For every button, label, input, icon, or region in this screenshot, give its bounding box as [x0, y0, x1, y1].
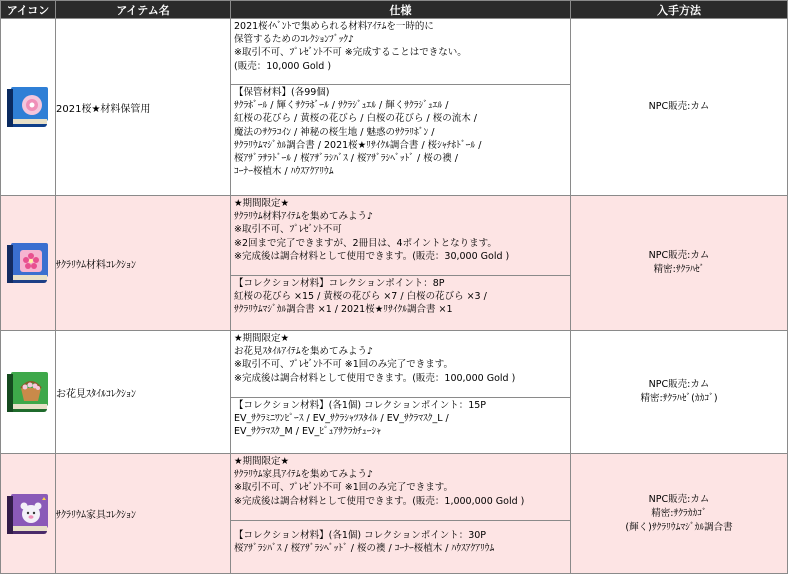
method-line: NPC販売:カム: [648, 250, 710, 261]
purple-book-bear-icon: [4, 490, 52, 538]
method-line: 精密:ｻｸﾗﾊｾﾞ(ｶｶｺﾞ): [640, 393, 718, 404]
spec-line: EV_ｻｸﾗﾐﾆﾜﾝﾋﾟｰｽ / EV_ｻｸﾗｼｬﾂｽﾀｲﾙ / EV_ｻｸﾗﾏｽｸ_L /: [234, 413, 449, 425]
spec-line: ｻｸﾗﾘｳﾑ材料ｱｲﾃﾑを集めてみよう♪: [234, 211, 374, 223]
item-name: ｻｸﾗﾘｳﾑ家具ｺﾚｸｼｮﾝ: [56, 454, 231, 574]
spec-line: ※完成後は調合材料として使用できます。(販売：100,000 Gold ): [234, 372, 516, 384]
spec-line: ｻｸﾗﾎﾞｰﾙ / 輝くｻｸﾗﾎﾞｰﾙ / ｻｸﾗｼﾞｭｴﾙ / 輝くｻｸﾗｼﾞｭｴﾙ /: [234, 100, 449, 112]
spec-line: ｻｸﾗﾘｳﾑﾏｼﾞｶﾙ調合書 / 2021桜★ﾘｻｲｸﾙ調合書 / 桜ｼｬﾁﾎﾄﾞｰﾙ /: [234, 139, 482, 151]
acquisition-method: [571, 331, 788, 454]
table-row: [1, 19, 788, 196]
spec-line: ｺｰﾅｰ桜植木 / ﾊｳｽｱｸｱﾘｳﾑ: [234, 166, 334, 178]
table-row: [1, 331, 788, 454]
spec-description: [231, 196, 570, 275]
spec-line: ※完成後は調合材料として使用できます。(販売：30,000 Gold ): [234, 250, 510, 262]
spec-materials: [231, 397, 570, 440]
spec-line: ★期間限定★: [234, 198, 290, 209]
spec-line: 桜ｱｻﾞﾗｻﾗﾄﾞｰﾙ / 桜ｱｻﾞﾗｼﾊﾞｽ / 桜ｱｻﾞﾗｼﾍﾞｯﾄﾞ / 桜の襖 /: [234, 153, 458, 165]
spec-line: (販売：10,000 Gold ): [234, 60, 332, 72]
spec-line: ※完成後は調合材料として使用できます。(販売：1,000,000 Gold ): [234, 495, 525, 507]
spec-line: ｻｸﾗﾘｳﾑﾏｼﾞｶﾙ調合書 ×1 / 2021桜★ﾘｻｲｸﾙ調合書 ×1: [234, 304, 453, 316]
spec-description: [231, 331, 570, 397]
method-line: (輝く)ｻｸﾗﾘｳﾑﾏｼﾞｶﾙ調合書: [625, 521, 733, 533]
spec-line: お花見ｽﾀｲﾙｱｲﾃﾑを集めてみよう♪: [234, 346, 374, 358]
table-row: [1, 196, 788, 331]
header-row: [1, 1, 788, 19]
method-line: NPC販売:カム: [648, 379, 710, 390]
header-name: アイテム名: [56, 1, 231, 19]
spec-line: ※2回まで完了できますが、2冊目は、4ポイントとなります。: [234, 237, 497, 249]
spec-line: ★期間限定★: [234, 456, 290, 467]
acquisition-method: [571, 196, 788, 331]
spec-materials: [231, 520, 570, 556]
item-name: 2021桜★材料保管用: [56, 19, 231, 196]
spec-materials: [231, 84, 570, 179]
spec-line: ※取引不可、ﾌﾟﾚｾﾞﾝﾄ不可: [234, 224, 342, 236]
spec-line: ※取引不可、ﾌﾟﾚｾﾞﾝﾄ不可 ※1回のみ完了できます。: [234, 482, 453, 494]
blue-book-pink-sakura-icon: [4, 239, 52, 287]
spec-line: 2021桜ｲﾍﾞﾝﾄで集められる材料ｱｲﾃﾑを一時的に: [234, 21, 434, 32]
spec-line: 保管するためのｺﾚｸｼｮﾝﾌﾞｯｸ♪: [234, 34, 355, 46]
spec-line: ※取引不可、ﾌﾟﾚｾﾞﾝﾄ不可 ※1回のみ完了できます。: [234, 359, 453, 371]
spec-line: 桜ｱｻﾞﾗｼﾊﾞｽ / 桜ｱｻﾞﾗｼﾍﾞｯﾄﾞ / 桜の襖 / ｺｰﾅｰ桜植木 / ﾊｳｽｱｸｱﾘｳﾑ: [234, 543, 495, 555]
spec-line: 魔法のｻｸﾗｺｲﾝ / 神秘の桜生地 / 魅惑のｻｸﾗﾘﾎﾞﾝ /: [234, 126, 435, 138]
spec-line: 紅桜の花びら / 黄桜の花びら / 白桜の花びら / 桜の流木 /: [234, 113, 477, 125]
spec-line: 【コレクション材料】(各1個) コレクションポイント：30P: [234, 530, 487, 541]
spec-line: 【保管材料】(各99個): [234, 87, 330, 98]
method-line: NPC販売:カム: [648, 493, 710, 505]
method-line: 精密:ｻｸﾗﾊｾﾞ: [653, 264, 705, 275]
blue-book-pink-flower-icon: [4, 83, 52, 131]
header-icon: アイコン: [1, 1, 56, 19]
spec-line: EV_ｻｸﾗﾏｽｸ_M / EV_ﾋﾟｭｱｻｸﾗｶﾁｭｰｼｬ: [234, 426, 381, 438]
green-book-flower-basket-icon: [4, 368, 52, 416]
item-name: ｻｸﾗﾘｳﾑ材料ｺﾚｸｼｮﾝ: [56, 196, 231, 331]
spec-description: [231, 454, 570, 520]
acquisition-method: [571, 454, 788, 574]
spec-line: ★期間限定★: [234, 333, 290, 344]
spec-line: 【コレクション材料】(各1個) コレクションポイント：15P: [234, 400, 487, 411]
spec-line: ※取引不可、ﾌﾟﾚｾﾞﾝﾄ不可 ※完成することはできない。: [234, 47, 467, 59]
table-row: [1, 454, 788, 574]
header-method: 入手方法: [571, 1, 788, 19]
spec-line: ｻｸﾗﾘｳﾑ家具ｱｲﾃﾑを集めてみよう♪: [234, 469, 374, 481]
spec-description: [231, 19, 570, 84]
method-line: 精密:ｻｸﾗｶｶｺﾞ: [651, 507, 707, 519]
spec-line: 紅桜の花びら ×15 / 黄桜の花びら ×7 / 白桜の花びら ×3 /: [234, 291, 487, 303]
spec-line: 【コレクション材料】コレクションポイント：8P: [234, 278, 445, 289]
method-line: NPC販売:カム: [648, 101, 710, 112]
item-name: お花見ｽﾀｲﾙｺﾚｸｼｮﾝ: [56, 331, 231, 454]
header-spec: 仕様: [231, 1, 571, 19]
spec-materials: [231, 275, 570, 318]
acquisition-method: [571, 19, 788, 196]
